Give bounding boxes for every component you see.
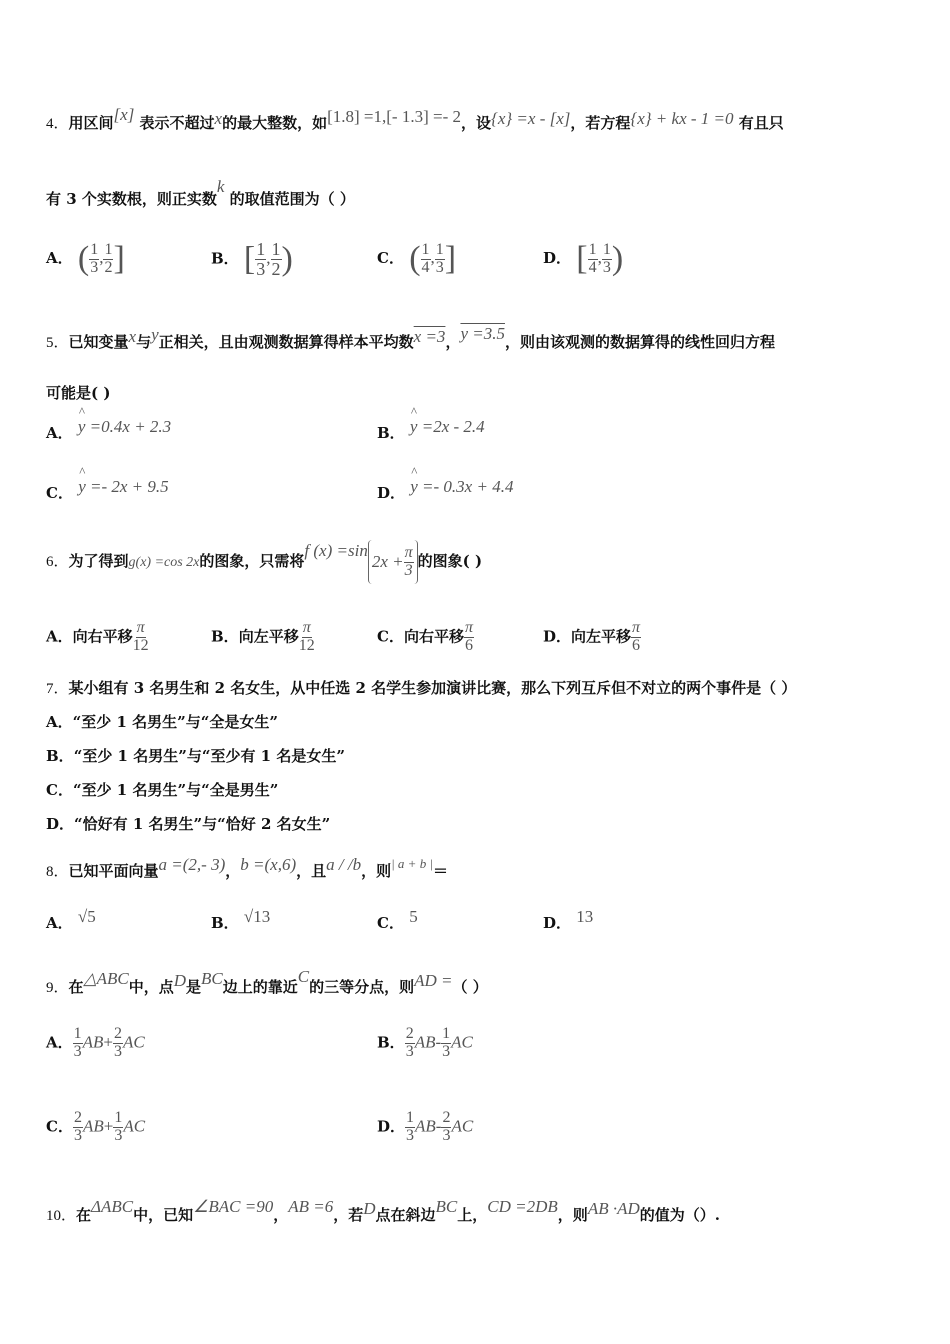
q7-option-b[interactable]: B．“至少 1 名男生”与“至少有 1 名是女生” bbox=[46, 747, 345, 765]
q6-option-c[interactable]: C．向右平移 $\frac{\pi}{6}$ bbox=[377, 619, 473, 654]
q6-option-a[interactable]: A．向右平移 $\frac{\pi}{12}$ bbox=[46, 619, 149, 654]
q7-option-c[interactable]: C．“至少 1 名男生”与“全是男生” bbox=[46, 781, 279, 799]
q8-option-c[interactable]: C． 5 bbox=[377, 907, 418, 932]
q5-option-b[interactable]: B． ^ y =2x - 2.4 bbox=[377, 422, 485, 443]
q7-option-d[interactable]: D．“恰好有 1 名男生”与“恰好 2 名女生” bbox=[46, 815, 331, 833]
q4-option-a[interactable]: A． ( $\frac{1}{3}$ , $\frac{1}{2}$ ] bbox=[46, 240, 125, 277]
q7-option-a[interactable]: A．“至少 1 名男生”与“全是女生” bbox=[46, 713, 279, 731]
q5-line2: 可能是( ) bbox=[46, 384, 111, 402]
q6-option-d[interactable]: D．向左平移 $\frac{\pi}{6}$ bbox=[543, 619, 641, 654]
q6-option-b[interactable]: B．向左平移 $\frac{\pi}{12}$ bbox=[211, 619, 315, 654]
q4-option-c[interactable]: C． ( $\frac{1}{4}$ , $\frac{1}{3}$ ] bbox=[377, 240, 457, 277]
q5-option-d[interactable]: D． ^ y =- 0.3x + 4.4 bbox=[377, 482, 513, 503]
q8-option-d[interactable]: D． 13 bbox=[543, 907, 594, 932]
q5-line1: 5．已知变量x与y正相关，且由观测数据算得样本平均数x =3，y =3.5，则由该观测的数据算得的线性回归方程 bbox=[46, 324, 775, 351]
q9-line1: 9．在△ABC中，点D是BC边上的靠近C的三等分点，则AD =（ ） bbox=[46, 967, 488, 996]
q9-option-d[interactable]: D． $\frac{1}{3}$ AB- $\frac{2}{3}$ AC bbox=[377, 1109, 474, 1144]
q5-option-c[interactable]: C． ^ y =- 2x + 9.5 bbox=[46, 482, 169, 503]
q6-line1: 6．为了得到g(x) =cos 2x的图象，只需将f (x) =sin 2x + $\frac{\pi}{3}$ 的图象( ) bbox=[46, 540, 904, 580]
q8-option-a[interactable]: A． √5 bbox=[46, 907, 96, 932]
q4-option-d[interactable]: D． [ $\frac{1}{4}$ , $\frac{1}{3}$ ) bbox=[543, 240, 624, 277]
q4-line1: 4．用区间[x] 表示不超过x的最大整数，如[1.8] =1,[- 1.3] =- 2，设{x} =x - [x]，若方程{x} + kx - 1 =0 有且只 bbox=[46, 105, 784, 132]
q9-option-b[interactable]: B． $\frac{2}{3}$ AB- $\frac{1}{3}$ AC bbox=[377, 1025, 473, 1060]
q4-line2: 有 3 个实数根，则正实数k 的取值范围为（ ） bbox=[46, 177, 355, 208]
q10-line1: 10．在ΔABC中，已知∠BAC =90，AB =6，若D点在斜边BC上，CD =2DB，则AB ·AD的值为（）. bbox=[46, 1197, 720, 1224]
q9-option-c[interactable]: C． $\frac{2}{3}$ AB+ $\frac{1}{3}$ AC bbox=[46, 1109, 146, 1144]
q8-option-b[interactable]: B． √13 bbox=[211, 907, 271, 932]
q5-option-a[interactable]: A． ^ y =0.4x + 2.3 bbox=[46, 422, 171, 443]
q9-option-a[interactable]: A． $\frac{1}{3}$ AB+ $\frac{2}{3}$ AC bbox=[46, 1025, 145, 1060]
q7-stem: 7．某小组有 3 名男生和 2 名女生，从中任选 2 名学生参加演讲比赛，那么下列互斥但不对立的两个事件是（ ） bbox=[46, 679, 797, 697]
q4-option-b[interactable]: B． [ $\frac{1}{3}$ , $\frac{1}{2}$ ) bbox=[211, 239, 293, 279]
q8-line1: 8．已知平面向量a =(2,- 3)，b =(x,6)，且a / /b，则| a + b |＝ bbox=[46, 855, 449, 880]
